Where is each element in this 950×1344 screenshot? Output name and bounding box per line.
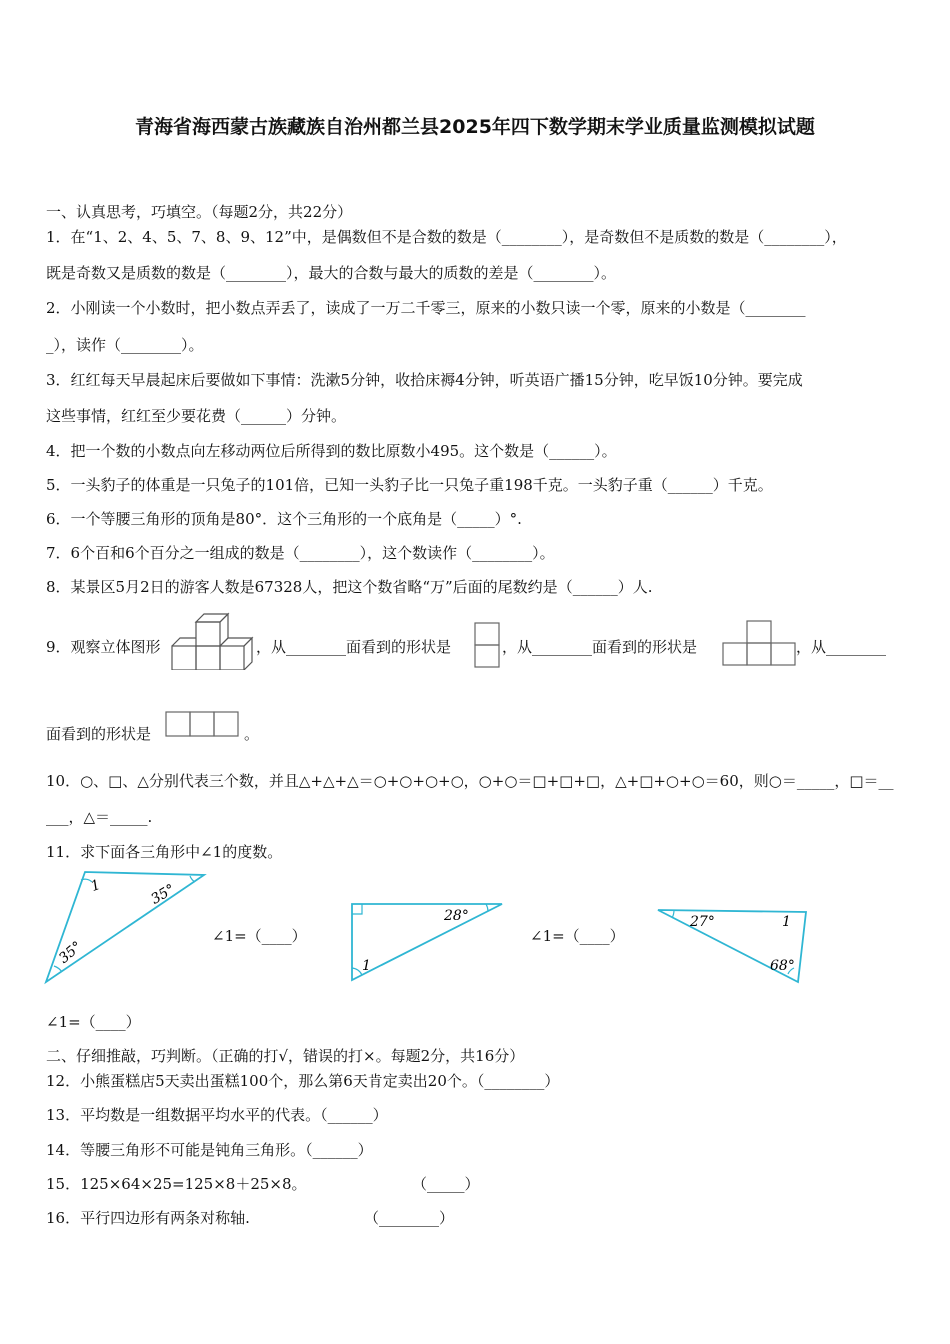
question-9-end: 。 [244,725,260,743]
question-9-part4: ，从________ [796,638,887,656]
triangle-2 [346,896,508,986]
solid-figure-cubes [172,614,252,670]
question-8: 8．某景区5月2日的游客人数是67328人，把这个数省略“万”后面的尾数约是（______）人. [46,578,653,596]
triangle-1-label-b: 35° [148,881,178,908]
question-9-part1: 9．观察立体图形 [46,638,161,656]
triangle-3-label-a: 27° [690,914,715,930]
triangle-2-label-b: 1 [362,958,371,974]
triangle-2-answer: ∠1=（____） [530,927,625,945]
question-16-blank: （________） [364,1209,455,1227]
question-14: 14．等腰三角形不可能是钝角三角形。（______） [46,1141,373,1159]
view-shape-2 [722,620,796,666]
triangle-1-answer: ∠1=（____） [212,927,307,945]
triangle-2-label-a: 28° [444,908,469,924]
question-5: 5．一头豹子的体重是一只兔子的101倍，已知一头豹子比一只兔子重198千克。一头豹子重（______）千克。 [46,476,773,494]
question-3-line1: 3．红红每天早晨起床后要做如下事情：洗漱5分钟，收拾床褥4分钟，听英语广播15分钟，吃早饭10分钟。要完成 [46,371,803,389]
triangle-1-label-a: 1 [88,876,103,896]
question-10-line1: 10．○、□、△分别代表三个数，并且△+△+△＝○+○+○+○，○+○＝□+□+□，△+□+○+○＝60，则○＝_____，□＝__ [46,772,894,790]
question-9-line2: 面看到的形状是 [46,725,152,743]
triangle-3-label-b: 1 [782,914,791,930]
question-7: 7．6个百和6个百分之一组成的数是（________），这个数读作（________）。 [46,544,555,562]
triangle-3-label-c: 68° [770,958,795,974]
question-9-part2: ，从________面看到的形状是 [256,638,452,656]
question-2-line2: _），读作（________）。 [46,336,204,354]
question-10-line2: ___，△＝_____. [46,808,153,826]
view-shape-1 [474,622,500,668]
question-11: 11．求下面各三角形中∠1的度数。 [46,843,283,861]
triangle-3 [654,904,810,988]
question-2-line1: 2．小刚读一个小数时，把小数点弄丢了，读成了一万二千零三，原来的小数只读一个零，原来的小数是（________ [46,299,806,317]
question-3-line2: 这些事情，红红至少要花费（______）分钟。 [46,407,347,425]
solid-figure [170,612,256,670]
section1-heading: 一、认真思考，巧填空。（每题2分，共22分） [46,203,353,221]
page-title: 青海省海西蒙古族藏族自治州都兰县2025年四下数学期末学业质量监测模拟试题 [135,116,815,138]
question-4: 4．把一个数的小数点向左移动两位后所得到的数比原数小495。这个数是（______）。 [46,442,617,460]
question-13: 13．平均数是一组数据平均水平的代表。（______） [46,1106,388,1124]
section2-heading: 二、仔细推敲，巧判断。（正确的打√，错误的打×。每题2分，共16分） [46,1047,525,1065]
question-12: 12．小熊蛋糕店5天卖出蛋糕100个，那么第6天肯定卖出20个。（________） [46,1072,560,1090]
question-1-line2: 既是奇数又是质数的数是（________），最大的合数与最大的质数的差是（________）。 [46,264,617,282]
question-6: 6．一个等腰三角形的顶角是80°．这个三角形的一个底角是（_____）°. [46,510,522,528]
triangle-3-answer: ∠1=（____） [46,1013,141,1031]
view-shape-3 [164,710,242,738]
question-15: 15．125×64×25=125×8＋25×8。 [46,1175,307,1193]
triangle-1 [40,868,210,986]
question-1-line1: 1．在“1、2、4、5、7、8、9、12”中，是偶数但不是合数的数是（________），是奇数但不是质数的数是（________）， [46,228,847,246]
triangle-1-label-c: 35° [56,938,86,967]
question-16: 16．平行四边形有两条对称轴. [46,1209,250,1227]
triangle-2-outline [352,904,502,980]
triangle-1-outline [46,872,204,982]
question-15-blank: （_____） [412,1175,480,1193]
question-9-part3: ，从________面看到的形状是 [502,638,698,656]
